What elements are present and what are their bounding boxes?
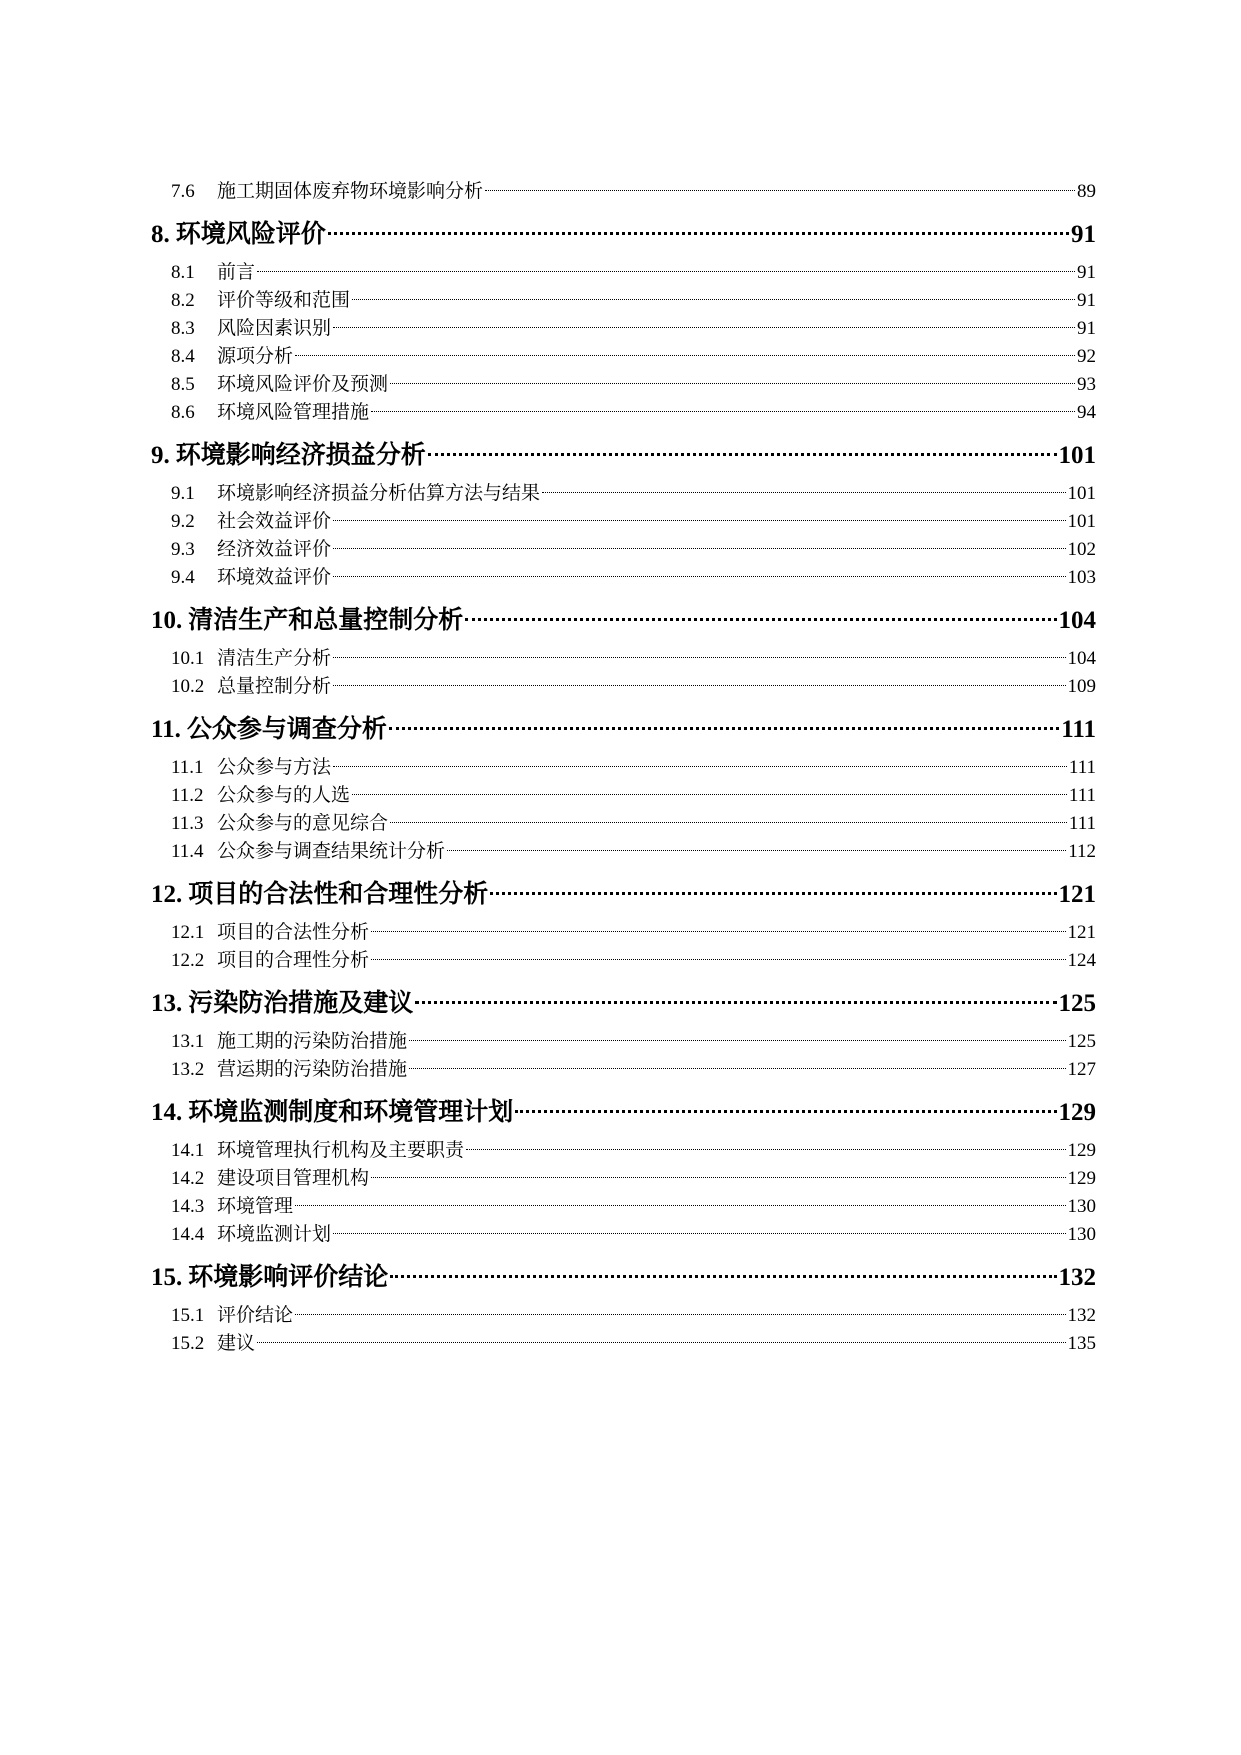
- dot-leader: [333, 327, 1075, 328]
- section-title: 环境风险管理措施: [217, 402, 370, 423]
- section-title: 施工期固体废弃物环境影响分析: [217, 181, 484, 202]
- section-page-number: 125: [1067, 1031, 1096, 1052]
- dot-leader: [352, 794, 1067, 795]
- section-number: 12.2: [171, 950, 205, 971]
- section-title: 环境监测计划: [217, 1224, 332, 1245]
- toc-section-entry[interactable]: [151, 1193, 1096, 1221]
- section-number: 13.2: [171, 1059, 205, 1080]
- section-page-number: 129: [1067, 1140, 1096, 1161]
- section-page-number: 132: [1067, 1305, 1096, 1326]
- section-title: 公众参与调查结果统计分析: [217, 841, 446, 862]
- section-page-number: 89: [1077, 181, 1096, 202]
- chapter-number: 9.: [151, 442, 170, 469]
- section-page-number: 111: [1068, 813, 1096, 834]
- dot-leader: [390, 1275, 1056, 1278]
- section-page-number: 127: [1067, 1059, 1096, 1080]
- toc-section-entry[interactable]: [151, 754, 1096, 782]
- section-page-number: 104: [1067, 648, 1096, 669]
- section-title: 前言: [217, 262, 256, 283]
- toc-section-entry[interactable]: [151, 315, 1096, 343]
- section-title: 风险因素识别: [217, 318, 332, 339]
- dot-leader: [409, 1040, 1065, 1041]
- dot-leader: [466, 1149, 1065, 1150]
- toc-chapter-entry[interactable]: [151, 1095, 1096, 1131]
- chapter-number: 11.: [151, 716, 181, 743]
- section-page-number: 94: [1077, 402, 1096, 423]
- chapter-page-number: 101: [1058, 442, 1096, 469]
- toc-section-entry[interactable]: [151, 947, 1096, 975]
- toc-chapter-entry[interactable]: [151, 603, 1096, 639]
- dot-leader: [295, 1314, 1065, 1315]
- section-title: 环境效益评价: [217, 567, 332, 588]
- toc-section-entry[interactable]: [151, 1165, 1096, 1193]
- dot-leader: [447, 850, 1066, 851]
- toc-section-entry[interactable]: [151, 1056, 1096, 1084]
- dot-leader: [485, 190, 1075, 191]
- dot-leader: [390, 822, 1067, 823]
- section-number: 14.4: [171, 1224, 205, 1245]
- chapter-number: 8.: [151, 221, 170, 248]
- section-title: 营运期的污染防治措施: [217, 1059, 408, 1080]
- section-title: 项目的合理性分析: [217, 950, 370, 971]
- toc-section-entry[interactable]: [151, 371, 1096, 399]
- section-number: 8.4: [171, 346, 195, 367]
- chapter-page-number: 125: [1058, 990, 1096, 1017]
- section-number: 9.1: [171, 483, 195, 504]
- section-page-number: 103: [1067, 567, 1096, 588]
- section-title: 项目的合法性分析: [217, 922, 370, 943]
- toc-section-entry[interactable]: [151, 645, 1096, 673]
- section-number: 14.2: [171, 1168, 205, 1189]
- section-title: 建设项目管理机构: [217, 1168, 370, 1189]
- section-page-number: 111: [1068, 785, 1096, 806]
- section-page-number: 102: [1067, 539, 1096, 560]
- chapter-title: 项目的合法性和合理性分析: [188, 881, 489, 908]
- dot-leader: [333, 657, 1065, 658]
- section-page-number: 93: [1077, 374, 1096, 395]
- section-title: 环境管理: [217, 1196, 294, 1217]
- section-number: 8.3: [171, 318, 195, 339]
- section-number: 8.2: [171, 290, 195, 311]
- toc-chapter-entry[interactable]: [151, 712, 1096, 748]
- chapter-page-number: 104: [1058, 607, 1096, 634]
- dot-leader: [257, 271, 1075, 272]
- table-of-contents: [151, 178, 1096, 1358]
- dot-leader: [328, 232, 1069, 235]
- section-title: 评价等级和范围: [217, 290, 351, 311]
- toc-chapter-entry[interactable]: [151, 877, 1096, 913]
- section-title: 经济效益评价: [217, 539, 332, 560]
- dot-leader: [352, 299, 1075, 300]
- section-title: 环境影响经济损益分析估算方法与结果: [217, 483, 541, 504]
- toc-section-entry[interactable]: [151, 480, 1096, 508]
- section-page-number: 112: [1068, 841, 1096, 862]
- section-number: 14.1: [171, 1140, 205, 1161]
- toc-section-entry[interactable]: [151, 1330, 1096, 1358]
- section-page-number: 91: [1077, 290, 1096, 311]
- section-number: 12.1: [171, 922, 205, 943]
- section-page-number: 101: [1067, 511, 1096, 532]
- toc-section-entry[interactable]: [151, 564, 1096, 592]
- toc-section-entry[interactable]: [151, 1221, 1096, 1249]
- dot-leader: [371, 411, 1075, 412]
- section-number: 10.1: [171, 648, 205, 669]
- dot-leader: [257, 1342, 1065, 1343]
- dot-leader: [333, 548, 1065, 549]
- toc-section-entry[interactable]: [151, 178, 1096, 206]
- chapter-title: 污染防治措施及建议: [188, 990, 414, 1017]
- toc-section-entry[interactable]: [151, 919, 1096, 947]
- section-page-number: 101: [1067, 483, 1096, 504]
- dot-leader: [371, 959, 1065, 960]
- dot-leader: [389, 727, 1059, 730]
- section-page-number: 111: [1068, 757, 1096, 778]
- section-number: 9.3: [171, 539, 195, 560]
- section-number: 11.4: [171, 841, 204, 862]
- chapter-number: 15.: [151, 1264, 183, 1291]
- chapter-page-number: 91: [1071, 221, 1096, 248]
- section-title: 源项分析: [217, 346, 294, 367]
- chapter-page-number: 129: [1058, 1099, 1096, 1126]
- section-title: 社会效益评价: [217, 511, 332, 532]
- chapter-page-number: 111: [1061, 716, 1096, 743]
- section-number: 11.2: [171, 785, 204, 806]
- section-number: 9.4: [171, 567, 195, 588]
- dot-leader: [409, 1068, 1065, 1069]
- section-number: 11.1: [171, 757, 204, 778]
- toc-section-entry[interactable]: [151, 1137, 1096, 1165]
- section-page-number: 130: [1067, 1224, 1096, 1245]
- chapter-title: 环境风险评价: [175, 221, 326, 248]
- toc-section-entry[interactable]: [151, 536, 1096, 564]
- toc-section-entry[interactable]: [151, 343, 1096, 371]
- toc-chapter-entry[interactable]: [151, 438, 1096, 474]
- section-page-number: 91: [1077, 318, 1096, 339]
- chapter-page-number: 121: [1058, 881, 1096, 908]
- chapter-title: 清洁生产和总量控制分析: [188, 607, 464, 634]
- section-page-number: 121: [1067, 922, 1096, 943]
- chapter-number: 12.: [151, 881, 183, 908]
- toc-section-entry[interactable]: [151, 810, 1096, 838]
- section-page-number: 129: [1067, 1168, 1096, 1189]
- section-title: 环境管理执行机构及主要职责: [217, 1140, 465, 1161]
- dot-leader: [415, 1001, 1056, 1004]
- section-title: 公众参与方法: [217, 757, 332, 778]
- section-page-number: 130: [1067, 1196, 1096, 1217]
- dot-leader: [333, 685, 1065, 686]
- section-number: 13.1: [171, 1031, 205, 1052]
- toc-section-entry[interactable]: [151, 1302, 1096, 1330]
- dot-leader: [371, 1177, 1065, 1178]
- dot-leader: [542, 492, 1065, 493]
- toc-chapter-entry[interactable]: [151, 217, 1096, 253]
- toc-section-entry[interactable]: [151, 259, 1096, 287]
- dot-leader: [295, 355, 1075, 356]
- dot-leader: [428, 453, 1057, 456]
- chapter-title: 环境影响评价结论: [188, 1264, 389, 1291]
- section-title: 建议: [217, 1333, 256, 1354]
- chapter-page-number: 132: [1058, 1264, 1096, 1291]
- chapter-title: 环境影响经济损益分析: [175, 442, 426, 469]
- dot-leader: [515, 1110, 1056, 1113]
- section-number: 11.3: [171, 813, 204, 834]
- section-page-number: 135: [1067, 1333, 1096, 1354]
- dot-leader: [490, 892, 1056, 895]
- chapter-number: 10.: [151, 607, 183, 634]
- dot-leader: [333, 766, 1067, 767]
- chapter-title: 环境监测制度和环境管理计划: [188, 1099, 514, 1126]
- section-title: 环境风险评价及预测: [217, 374, 389, 395]
- section-page-number: 109: [1067, 676, 1096, 697]
- section-number: 15.1: [171, 1305, 205, 1326]
- toc-section-entry[interactable]: [151, 838, 1096, 866]
- dot-leader: [333, 576, 1065, 577]
- toc-chapter-entry[interactable]: [151, 1260, 1096, 1296]
- section-title: 公众参与的人选: [217, 785, 351, 806]
- section-page-number: 92: [1077, 346, 1096, 367]
- section-number: 15.2: [171, 1333, 205, 1354]
- section-title: 总量控制分析: [217, 676, 332, 697]
- dot-leader: [333, 520, 1065, 521]
- toc-section-entry[interactable]: [151, 508, 1096, 536]
- section-number: 7.6: [171, 181, 195, 202]
- toc-chapter-entry[interactable]: [151, 986, 1096, 1022]
- toc-section-entry[interactable]: [151, 673, 1096, 701]
- section-title: 清洁生产分析: [217, 648, 332, 669]
- chapter-number: 13.: [151, 990, 183, 1017]
- dot-leader: [371, 931, 1065, 932]
- dot-leader: [465, 618, 1056, 621]
- section-number: 9.2: [171, 511, 195, 532]
- section-page-number: 91: [1077, 262, 1096, 283]
- section-number: 8.1: [171, 262, 195, 283]
- section-title: 评价结论: [217, 1305, 294, 1326]
- chapter-number: 14.: [151, 1099, 183, 1126]
- dot-leader: [390, 383, 1075, 384]
- section-number: 8.6: [171, 402, 195, 423]
- toc-section-entry[interactable]: [151, 287, 1096, 315]
- section-number: 8.5: [171, 374, 195, 395]
- section-number: 10.2: [171, 676, 205, 697]
- toc-section-entry[interactable]: [151, 399, 1096, 427]
- section-title: 公众参与的意见综合: [217, 813, 389, 834]
- dot-leader: [333, 1233, 1065, 1234]
- dot-leader: [295, 1205, 1065, 1206]
- section-number: 14.3: [171, 1196, 205, 1217]
- chapter-title: 公众参与调查分析: [186, 716, 387, 743]
- section-page-number: 124: [1067, 950, 1096, 971]
- section-title: 施工期的污染防治措施: [217, 1031, 408, 1052]
- toc-section-entry[interactable]: [151, 782, 1096, 810]
- toc-section-entry[interactable]: [151, 1028, 1096, 1056]
